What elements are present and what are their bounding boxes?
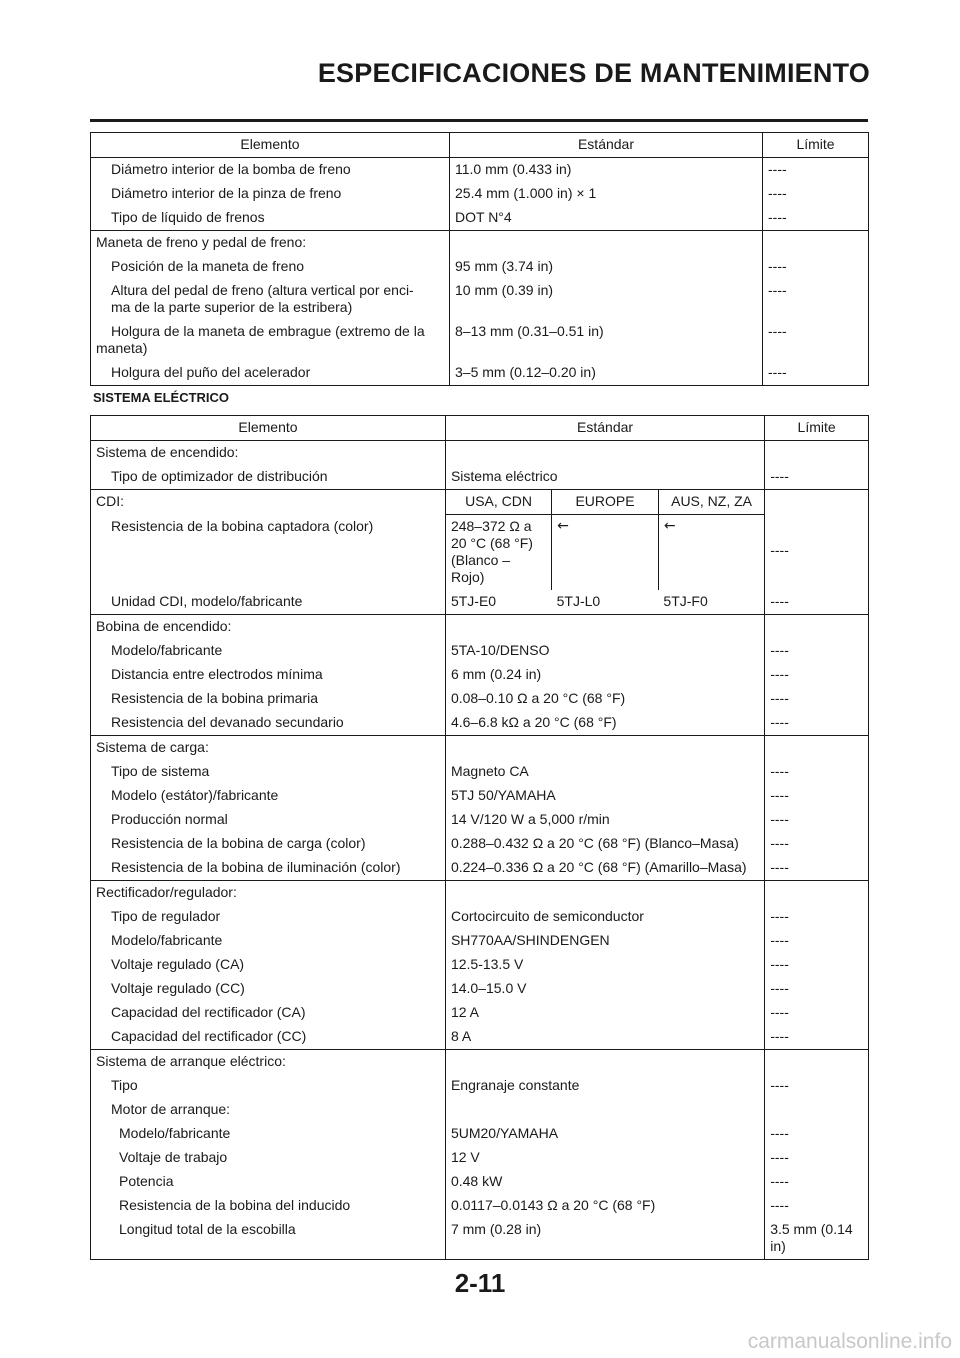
row-limit: ---- <box>765 808 869 832</box>
group-row <box>91 736 869 761</box>
row-limit: ---- <box>765 687 869 711</box>
row-standard: 3–5 mm (0.12–0.20 in) <box>455 364 596 380</box>
row-label: Producción normal <box>91 808 446 832</box>
row-limit: ---- <box>763 206 869 231</box>
header-estandar: Estándar <box>445 416 764 441</box>
row-standard: 0.288–0.432 Ω a 20 °C (68 °F) (Blanco–Masa) <box>450 835 739 851</box>
row-label: Voltaje regulado (CC) <box>91 977 446 1001</box>
row-label: Tipo de regulador <box>91 905 446 929</box>
subgroup-row <box>91 1098 869 1122</box>
row-label <box>91 320 450 361</box>
group-row <box>91 881 869 906</box>
same-as-left-arrow: ← <box>663 518 676 534</box>
group-label: Sistema de carga: <box>91 736 446 761</box>
group-label: CDI: <box>91 490 446 515</box>
row-standard: 5TJ 50/YAMAHA <box>450 787 556 803</box>
row-limit: ---- <box>765 784 869 808</box>
row-label: Resistencia de la bobina de carga (color) <box>91 832 446 856</box>
row-label-line-1: Holgura de la maneta de embrague (extremo de la <box>111 323 425 339</box>
table-row <box>91 808 869 832</box>
row-standard: 14.0–15.0 V <box>450 980 527 996</box>
row-label: Distancia entre electrodos mínima <box>91 663 446 687</box>
table-row <box>91 361 869 386</box>
row-label: Tipo de optimizador de distribución <box>91 465 446 490</box>
table-row <box>91 905 869 929</box>
row-limit: ---- <box>765 663 869 687</box>
row-limit: ---- <box>765 1194 869 1218</box>
table-row <box>91 1218 869 1260</box>
row-label: Tipo <box>91 1074 446 1098</box>
row-limit: ---- <box>765 1122 869 1146</box>
row-standard: 14 V/120 W a 5,000 r/min <box>450 811 610 827</box>
row-standard-usa: 5TJ-E0 <box>450 593 497 609</box>
title-rule <box>90 119 868 122</box>
row-standard: 5UM20/YAMAHA <box>450 1125 559 1141</box>
same-as-left-arrow: ← <box>552 515 659 591</box>
table-header-row <box>91 133 869 158</box>
row-label: Resistencia de la bobina del inducido <box>91 1194 446 1218</box>
row-limit: ---- <box>765 465 869 490</box>
row-label: Potencia <box>91 1170 446 1194</box>
row-limit: ---- <box>765 856 869 881</box>
row-standard: 8–13 mm (0.31–0.51 in) <box>455 323 604 339</box>
group-row <box>91 441 869 466</box>
table-row <box>91 1122 869 1146</box>
row-standard: Cortocircuito de semiconductor <box>450 908 644 924</box>
header-limite: Límite <box>765 416 869 441</box>
row-standard: Sistema eléctrico <box>450 468 558 484</box>
row-limit: ---- <box>763 182 869 206</box>
table-row <box>91 639 869 663</box>
row-limit: ---- <box>765 1025 869 1050</box>
table-row <box>91 206 869 231</box>
table-header-row <box>91 416 869 441</box>
row-limit: ---- <box>763 158 869 183</box>
row-standard: DOT N°4 <box>455 209 512 225</box>
region-aus-nz-za: AUS, NZ, ZA <box>658 490 764 515</box>
table-row <box>91 182 869 206</box>
row-standard: 95 mm (3.74 in) <box>455 258 554 274</box>
group-row <box>91 1050 869 1075</box>
row-limit: ---- <box>765 953 869 977</box>
row-label: Resistencia de la bobina de iluminación (color) <box>91 856 446 881</box>
header-estandar: Estándar <box>450 133 763 158</box>
header-elemento: Elemento <box>91 416 446 441</box>
group-label: Rectificador/regulador: <box>91 881 446 906</box>
row-limit: ---- <box>765 639 869 663</box>
row-label-line-2: ma de la parte superior de la estribera) <box>111 299 353 315</box>
table-row <box>91 977 869 1001</box>
row-limit: ---- <box>763 320 869 361</box>
row-limit: ---- <box>765 832 869 856</box>
row-label: Diámetro interior de la bomba de freno <box>91 158 450 183</box>
header-elemento: Elemento <box>91 133 450 158</box>
row-label: Tipo de sistema <box>91 760 446 784</box>
table-row <box>91 784 869 808</box>
table-row <box>91 1170 869 1194</box>
row-label: Voltaje regulado (CA) <box>91 953 446 977</box>
table-row <box>91 158 869 183</box>
table-row <box>91 1001 869 1025</box>
row-limit: ---- <box>765 1170 869 1194</box>
row-limit: ---- <box>765 1074 869 1098</box>
row-label: Capacidad del rectificador (CC) <box>91 1025 446 1050</box>
region-usa-cdn: USA, CDN <box>445 490 551 515</box>
table-row <box>91 760 869 784</box>
row-limit: ---- <box>765 711 869 736</box>
group-label: Maneta de freno y pedal de freno: <box>91 231 450 256</box>
row-limit: ---- <box>763 361 869 386</box>
row-standard: 8 A <box>450 1028 472 1044</box>
row-label-line-2: maneta) <box>96 340 148 356</box>
table-row <box>91 953 869 977</box>
row-label: Modelo/fabricante <box>91 929 446 953</box>
row-label: Diámetro interior de la pinza de freno <box>91 182 450 206</box>
row-label: Modelo (estátor)/fabricante <box>91 784 446 808</box>
row-label: Tipo de líquido de frenos <box>91 206 450 231</box>
page-number: 2-11 <box>454 1268 506 1298</box>
subgroup-label: Motor de arranque: <box>91 1098 446 1122</box>
table-row <box>91 1146 869 1170</box>
row-limit: ---- <box>765 490 869 591</box>
watermark-text: carmanualsonline.info <box>747 1330 952 1353</box>
row-standard: 4.6–6.8 kΩ a 20 °C (68 °F) <box>450 714 617 730</box>
table-row <box>91 1194 869 1218</box>
row-standard: 11.0 mm (0.433 in) <box>455 161 572 177</box>
group-row <box>91 490 869 515</box>
row-label: Resistencia del devanado secundario <box>91 711 446 736</box>
row-standard-aus: 5TJ-F0 <box>663 593 708 609</box>
row-standard: 7 mm (0.28 in) <box>450 1221 542 1237</box>
row-standard: 5TA-10/DENSO <box>450 642 550 658</box>
row-standard: 10 mm (0.39 in) <box>455 282 554 298</box>
table-row <box>91 832 869 856</box>
row-label: Modelo/fabricante <box>91 1122 446 1146</box>
row-standard: Magneto CA <box>450 763 529 779</box>
page-title: ESPECIFICACIONES DE MANTENIMIENTO <box>317 58 870 88</box>
row-label: Holgura del puño del acelerador <box>91 361 450 386</box>
row-limit: ---- <box>763 279 869 320</box>
row-standard: 12 A <box>450 1004 479 1020</box>
group-row <box>91 231 869 256</box>
table-row <box>91 929 869 953</box>
row-limit: ---- <box>763 255 869 279</box>
row-label: Longitud total de la escobilla <box>91 1218 446 1260</box>
group-label: Sistema de arranque eléctrico: <box>91 1050 446 1075</box>
row-standard: SH770AA/SHINDENGEN <box>450 932 610 948</box>
row-limit: ---- <box>765 1146 869 1170</box>
table-row <box>91 255 869 279</box>
row-standard: 248–372 Ω a 20 °C (68 °F) (Blanco – Rojo) <box>445 515 551 591</box>
row-standard: Engranaje constante <box>450 1077 580 1093</box>
row-limit: ---- <box>765 590 869 615</box>
row-standard: 0.48 kW <box>450 1173 503 1189</box>
table-row <box>91 320 869 361</box>
group-row <box>91 615 869 640</box>
row-label-line-1: Altura del pedal de freno (altura vertical por enci- <box>111 282 414 298</box>
table-row <box>91 687 869 711</box>
row-label: Resistencia de la bobina primaria <box>91 687 446 711</box>
section-title: SISTEMA ELÉCTRICO <box>93 390 230 405</box>
row-limit: 3.5 mm (0.14 in) <box>765 1218 869 1260</box>
row-standard: 6 mm (0.24 in) <box>450 666 542 682</box>
row-label <box>91 279 450 320</box>
row-label: Resistencia de la bobina captadora (color) <box>91 515 446 591</box>
table-row <box>91 590 869 615</box>
row-standard: 0.224–0.336 Ω a 20 °C (68 °F) (Amarillo–Masa) <box>450 859 747 875</box>
row-limit: ---- <box>765 1001 869 1025</box>
row-label: Posición de la maneta de freno <box>91 255 450 279</box>
table-row <box>91 663 869 687</box>
region-europe: EUROPE <box>552 490 659 515</box>
table-row <box>91 711 869 736</box>
row-label: Modelo/fabricante <box>91 639 446 663</box>
header-limite: Límite <box>763 133 869 158</box>
row-limit: ---- <box>765 929 869 953</box>
row-limit: ---- <box>765 905 869 929</box>
group-label: Bobina de encendido: <box>91 615 446 640</box>
row-label: Unidad CDI, modelo/fabricante <box>91 590 446 615</box>
group-label: Sistema de encendido: <box>91 441 446 466</box>
table-row <box>91 1074 869 1098</box>
row-standard: 12 V <box>450 1149 480 1165</box>
row-limit: ---- <box>765 760 869 784</box>
table-row <box>91 856 869 881</box>
table-row <box>91 515 869 591</box>
electrical-spec-table <box>90 415 869 1260</box>
brake-spec-table <box>90 132 869 386</box>
row-limit: ---- <box>765 977 869 1001</box>
row-standard: 12.5-13.5 V <box>450 956 524 972</box>
table-row <box>91 1025 869 1050</box>
row-label: Voltaje de trabajo <box>91 1146 446 1170</box>
row-label: Capacidad del rectificador (CA) <box>91 1001 446 1025</box>
row-standard: 0.08–0.10 Ω a 20 °C (68 °F) <box>450 690 626 706</box>
row-standard: 0.0117–0.0143 Ω a 20 °C (68 °F) <box>450 1197 656 1213</box>
table-row <box>91 465 869 490</box>
row-standard: 25.4 mm (1.000 in) × 1 <box>455 185 597 201</box>
row-standard-europe: 5TJ-L0 <box>556 593 601 609</box>
table-row <box>91 279 869 320</box>
